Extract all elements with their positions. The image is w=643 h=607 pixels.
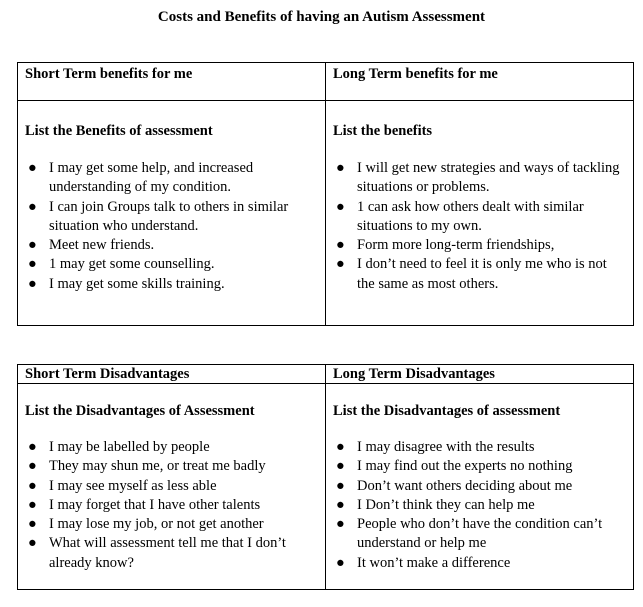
list-item	[333, 255, 626, 294]
bullet-icon: ●	[28, 496, 37, 513]
list-item	[333, 554, 626, 573]
benefits-table	[17, 62, 634, 326]
list-item	[333, 236, 626, 255]
list-item	[333, 477, 626, 496]
bullet-icon: ●	[28, 237, 37, 254]
bullet-icon: ●	[28, 477, 37, 494]
long-term-benefits-list	[333, 159, 626, 294]
list-item-text: I may find out the experts no nothing	[357, 458, 573, 475]
bullet-icon: ●	[28, 160, 37, 176]
long-term-benefits-list-title: List the benefits	[333, 123, 433, 139]
document-title: Costs and Benefits of having an Autism Assessment	[157, 9, 486, 25]
list-item-text: I will get new strategies and ways of tackling situations or problems.	[357, 160, 620, 196]
bullet-icon: ●	[28, 458, 37, 475]
list-item	[25, 255, 318, 274]
list-item-text: I may get some skills training.	[49, 275, 225, 292]
bullet-icon: ●	[336, 496, 345, 513]
list-item-text: Don’t want others deciding about me	[357, 477, 573, 494]
bullet-icon: ●	[336, 237, 345, 254]
short-term-disadvantages-header: Short Term Disadvantages	[18, 365, 326, 384]
bullet-icon: ●	[28, 275, 37, 292]
list-item	[25, 457, 318, 476]
list-item-text: I Don’t think they can help me	[357, 496, 535, 513]
disadvantages-table	[17, 364, 634, 590]
long-term-disadvantages-cell	[326, 384, 634, 590]
long-term-disadvantages-list-title: List the Disadvantages of assessment	[333, 403, 561, 419]
list-item-text: 1 can ask how others dealt with similar situations to my own.	[357, 198, 584, 234]
list-item	[333, 496, 626, 515]
short-term-benefits-list-title: List the Benefits of assessment	[25, 123, 213, 139]
long-term-benefits-cell	[326, 101, 634, 326]
bullet-icon: ●	[336, 198, 345, 215]
list-item-text: I may forget that I have other talents	[49, 496, 261, 513]
list-item	[25, 496, 318, 515]
bullet-icon: ●	[336, 439, 345, 455]
short-term-disadvantages-list-title: List the Disadvantages of Assessment	[25, 403, 255, 419]
bullet-icon: ●	[28, 516, 37, 533]
bullet-icon: ●	[336, 458, 345, 475]
short-term-benefits-header: Short Term benefits for me	[18, 63, 326, 101]
list-item-text: I don’t need to feel it is only me who is not the same as most others.	[357, 256, 607, 292]
list-item	[25, 534, 318, 573]
list-item-text: Form more long-term friendships,	[357, 237, 555, 254]
long-term-benefits-header: Long Term benefits for me	[326, 63, 634, 101]
disadvantages-body-row	[18, 384, 634, 590]
list-item	[25, 515, 318, 534]
bullet-icon: ●	[336, 554, 345, 571]
bullet-icon: ●	[28, 256, 37, 273]
list-item-text: People who don’t have the condition can’t understand or help me	[357, 516, 603, 552]
list-item-text: I may lose my job, or not get another	[49, 516, 264, 533]
benefits-body-row	[18, 101, 634, 326]
bullet-icon: ●	[336, 256, 345, 273]
short-term-disadvantages-cell	[18, 384, 326, 590]
list-item	[25, 438, 318, 457]
long-term-disadvantages-list	[333, 438, 626, 573]
list-item-text: 1 may get some counselling.	[49, 256, 215, 273]
list-item	[333, 159, 626, 198]
list-item	[333, 438, 626, 457]
benefits-header-row	[18, 63, 634, 101]
list-item	[333, 457, 626, 476]
list-item-text: I may disagree with the results	[357, 439, 535, 455]
list-item	[25, 236, 318, 255]
long-term-disadvantages-header: Long Term Disadvantages	[326, 365, 634, 384]
disadvantages-header-row	[18, 365, 634, 384]
bullet-icon: ●	[336, 160, 345, 176]
list-item-text: It won’t make a difference	[357, 554, 511, 571]
list-item	[333, 515, 626, 554]
bullet-icon: ●	[28, 198, 37, 215]
short-term-benefits-list	[25, 159, 318, 294]
list-item	[25, 477, 318, 496]
list-item-text: I may get some help, and increased understanding of my condition.	[49, 160, 254, 196]
list-item	[25, 159, 318, 198]
bullet-icon: ●	[336, 477, 345, 494]
list-item-text: I may be labelled by people	[49, 439, 210, 455]
list-item-text: Meet new friends.	[49, 237, 155, 254]
list-item-text: What will assessment tell me that I don’t already know?	[49, 535, 286, 571]
list-item-text: I may see myself as less able	[49, 477, 217, 494]
list-item	[333, 198, 626, 237]
list-item	[25, 198, 318, 237]
list-item-text: I can join Groups talk to others in similar situation who understand.	[49, 198, 289, 234]
bullet-icon: ●	[28, 439, 37, 455]
short-term-benefits-cell	[18, 101, 326, 326]
bullet-icon: ●	[336, 516, 345, 533]
short-term-disadvantages-list	[25, 438, 318, 573]
list-item-text: They may shun me, or treat me badly	[49, 458, 266, 475]
list-item	[25, 275, 318, 294]
bullet-icon: ●	[28, 535, 37, 552]
